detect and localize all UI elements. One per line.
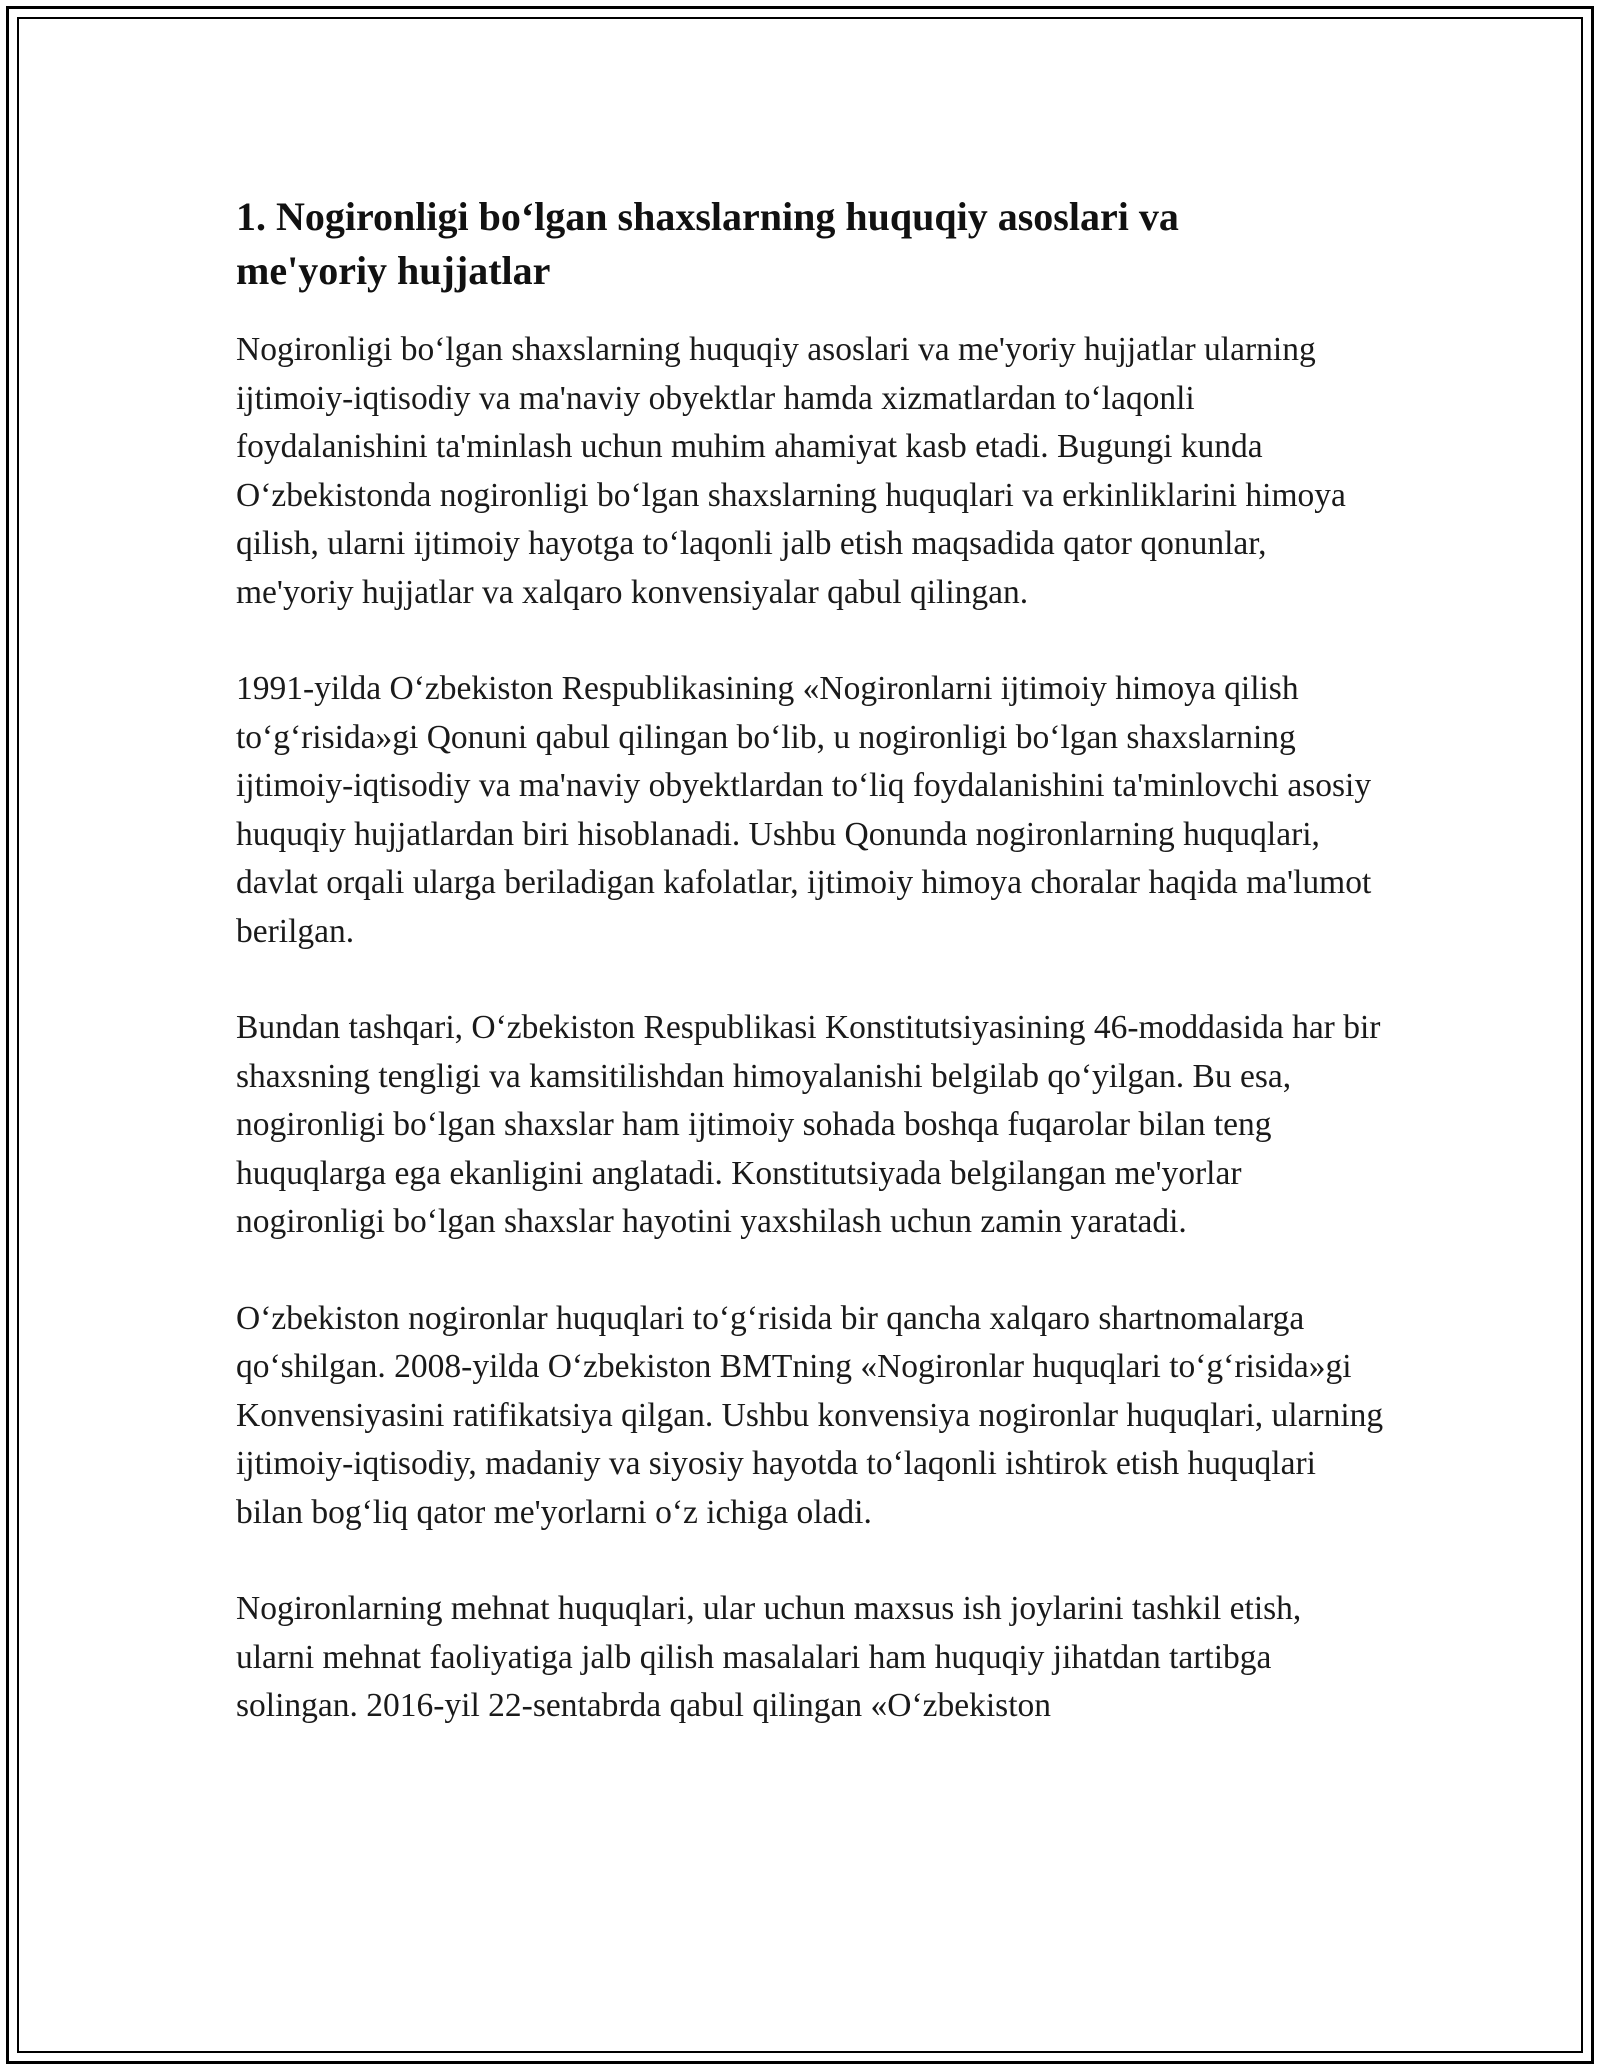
section-heading: 1. Nogironligi bo‘lgan shaxslarning huquqiy asoslari va me'yoriy hujjatlar bbox=[236, 194, 1179, 293]
paragraph-intro: Nogironligi bo‘lgan shaxslarning huquqiy asoslari va me'yoriy hujjatlar ularning ijtimoiy-iqtisodiy va ma'naviy obyektlar hamda xizmatlardan to‘laqonli foydalanishini ta'minlash uchun muhim ahamiyat kasb etadi. Bugungi kunda O‘zbekistonda nogironligi bo‘lgan shaxslarning huquqlari va erkinliklarini himoya qilish, ularni ijtimoiy hayotga to‘laqonli jalb etish maqsadida qator qonunlar, me'yoriy hujjatlar va xalqaro konvensiyalar qabul qilingan. bbox=[236, 331, 1346, 611]
paragraph-constitution: Bundan tashqari, O‘zbekiston Respublikasi Konstitutsiyasining 46-moddasida har bir shaxsning tengligi va kamsitilishdan himoyalanishi belgilab qo‘yilgan. Bu esa, nogironligi bo‘lgan shaxslar ham ijtimoiy sohada boshqa fuqarolar bilan teng huquqlarga ega ekanligini anglatadi. Konstitutsiyada belgilangan me'yorlar nogironligi bo‘lgan shaxslar hayotini yaxshilash uchun zamin yaratadi. bbox=[236, 1009, 1381, 1240]
paragraph-labor-rights: Nogironlarning mehnat huquqlari, ular uchun maxsus ish joylarini tashkil etish, ularni mehnat faoliyatiga jalb qilish masalalari ham huquqiy jihatdan tartibga solingan. 2016-yil 22-sentabrda qabul qilingan «O‘zbekiston bbox=[236, 1590, 1302, 1724]
paragraph-law-1991: 1991-yilda O‘zbekiston Respublikasining «Nogironlarni ijtimoiy himoya qilish to‘g‘risida»gi Qonuni qabul qilingan bo‘lib, u nogironligi bo‘lgan shaxslarning ijtimoiy-iqtisodiy va ma'naviy obyektlardan to‘liq foydalanishini ta'minlovchi asosiy huquqiy hujjatlardan biri hisoblanadi. Ushbu Qonunda nogironlarning huquqlari, davlat orqali ularga beriladigan kafolatlar, ijtimoiy himoya choralar haqida ma'lumot berilgan. bbox=[236, 670, 1372, 950]
document-body bbox=[236, 190, 1386, 1779]
paragraph-international: O‘zbekiston nogironlar huquqlari to‘g‘risida bir qancha xalqaro shartnomalarga qo‘shilgan. 2008-yilda O‘zbekiston BMTning «Nogironlar huquqlari to‘g‘risida»gi Konvensiyasini ratifikatsiya qilgan. Ushbu konvensiya nogironlar huquqlari, ularning ijtimoiy-iqtisodiy, madaniy va siyosiy hayotda to‘laqonli ishtirok etish huquqlari bilan bog‘liq qator me'yorlarni o‘z ichiga oladi. bbox=[236, 1299, 1384, 1531]
